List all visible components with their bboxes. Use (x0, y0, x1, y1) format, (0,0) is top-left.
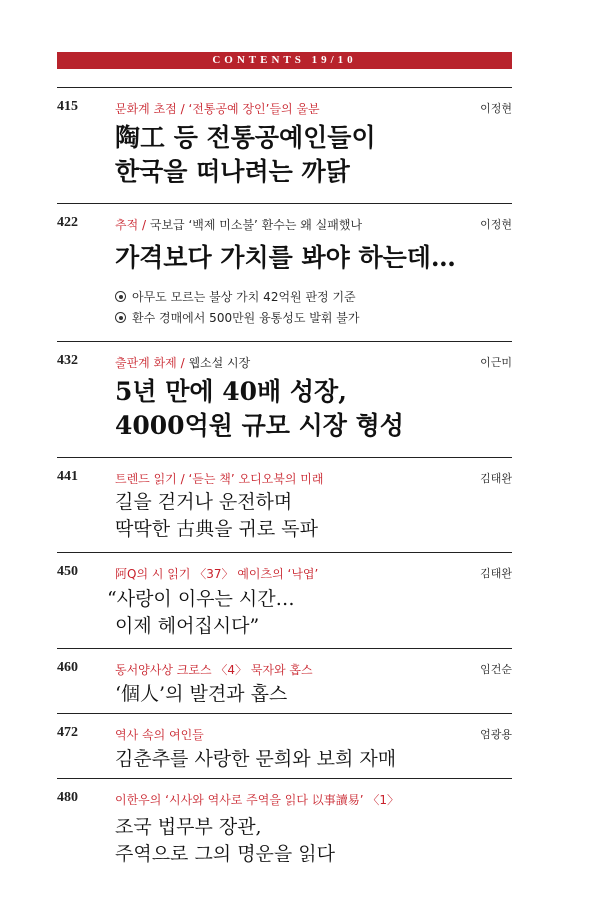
article-title (115, 375, 404, 443)
section-kicker (115, 470, 323, 487)
page-number: 472 (57, 725, 78, 740)
title-line: 5년 만에 40배 성장, (115, 377, 347, 406)
kicker-rest: 웹소설 시장 (184, 356, 251, 370)
title-line: 이제 헤어집시다” (115, 615, 260, 637)
section-kicker (115, 216, 362, 233)
kicker-red: 이한우의 ‘시사와 역사로 주역을 읽다 以事讀易’ 〈1〉 (115, 793, 400, 807)
title-line: 한국을 떠나려는 까닭 (115, 157, 350, 186)
section-kicker (115, 726, 204, 743)
page-number: 460 (57, 660, 78, 675)
author: 엄광용 (480, 728, 512, 741)
bullet-item (115, 308, 359, 329)
kicker-red: 출판계 화제 / (115, 356, 185, 370)
author: 임건순 (480, 663, 512, 676)
title-line: 딱딱한 古典을 귀로 독파 (115, 518, 318, 540)
section-kicker (115, 354, 250, 371)
section-kicker (115, 661, 313, 678)
page-number: 415 (57, 99, 78, 114)
kicker-rest: 국보급 ‘백제 미소불’ 환수는 왜 실패했나 (146, 218, 363, 232)
section-kicker (115, 791, 399, 808)
divider (57, 713, 512, 714)
divider (57, 87, 512, 88)
kicker-red: 추적 / (115, 218, 147, 232)
page-number: 450 (57, 564, 78, 579)
article-title (115, 746, 396, 773)
title-line: 가격보다 가치를 봐야 하는데… (115, 243, 456, 272)
page-number: 432 (57, 353, 78, 368)
article-title (115, 681, 287, 708)
title-line: 길을 걷거나 운전하며 (115, 491, 293, 513)
bullet-text: 환수 경매에서 500만원 융통성도 발휘 불가 (132, 311, 360, 325)
title-line: 4000억원 규모 시장 형성 (115, 411, 404, 440)
title-line: 陶工 등 전통공예인들이 (115, 123, 376, 152)
bullet-icon (115, 291, 126, 302)
divider (57, 341, 512, 342)
bullet-icon (115, 312, 126, 323)
contents-banner: CONTENTS 19/10 (57, 52, 512, 69)
title-line: ‘個人’의 발견과 홉스 (115, 683, 288, 705)
section-kicker (115, 100, 320, 117)
author: 김태완 (480, 567, 512, 580)
bullet-item (115, 287, 359, 308)
kicker-red: 역사 속의 여인들 (115, 728, 204, 742)
title-line: 주역으로 그의 명운을 읽다 (115, 843, 336, 865)
page-number: 480 (57, 790, 78, 805)
article-title (107, 586, 295, 640)
divider (57, 648, 512, 649)
article-title (115, 121, 376, 189)
article-title (115, 489, 318, 543)
author: 이근미 (480, 356, 512, 369)
title-line: 김춘추를 사랑한 문희와 보희 자매 (115, 748, 397, 770)
divider (57, 203, 512, 204)
article-title (115, 814, 335, 868)
divider (57, 552, 512, 553)
article-title (115, 241, 456, 275)
bullet-text: 아무도 모르는 불상 가치 42억원 판정 기준 (132, 290, 356, 304)
author: 이정현 (480, 102, 512, 115)
page-number: 441 (57, 469, 78, 484)
kicker-red: 문화계 초점 / ‘전통공예 장인’들의 울분 (115, 102, 320, 116)
kicker-red: 阿Q의 시 읽기 〈37〉 예이츠의 ‘낙엽’ (115, 567, 319, 581)
title-line: 조국 법무부 장관, (115, 816, 262, 838)
bullet-list (115, 287, 359, 329)
title-line: “사랑이 이우는 시간… (107, 588, 295, 610)
author: 김태완 (480, 472, 512, 485)
kicker-red: 동서양사상 크로스 〈4〉 묵자와 홉스 (115, 663, 313, 677)
section-kicker (115, 565, 318, 582)
kicker-red: 트렌드 읽기 / ‘듣는 책’ 오디오북의 미래 (115, 472, 324, 486)
author: 이정현 (480, 218, 512, 231)
divider (57, 457, 512, 458)
page-number: 422 (57, 215, 78, 230)
divider (57, 778, 512, 779)
